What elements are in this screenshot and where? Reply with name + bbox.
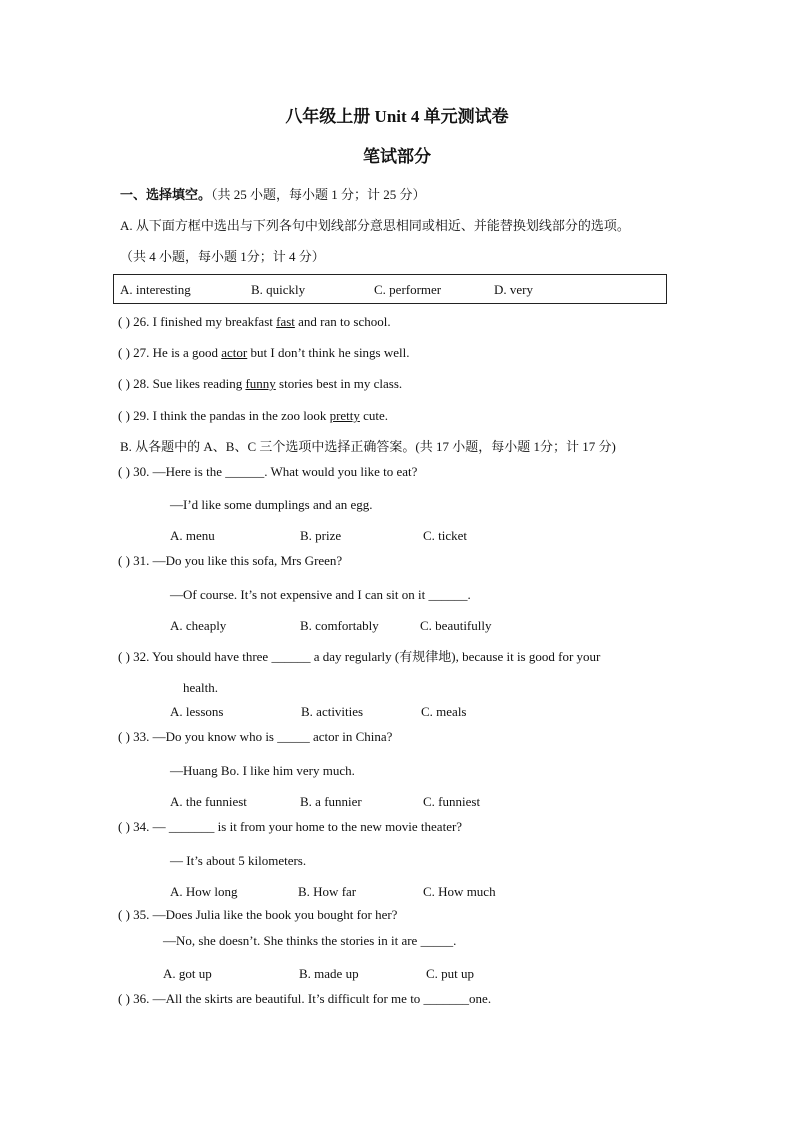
question-30: ( ) 30. —Here is the ______. What would you like to eat? <box>118 464 418 479</box>
q30-answer-line: —I’d like some dumplings and an egg. <box>170 497 373 512</box>
q34-option-b: B. How far <box>298 884 357 899</box>
question-35: ( ) 35. —Does Julia like the book you bought for her? <box>118 907 398 922</box>
section1-label: 一、选择填空。 <box>120 187 212 202</box>
q29-rest: cute. <box>359 408 389 423</box>
question-28 <box>118 375 402 393</box>
q35-option-b: B. made up <box>299 966 359 981</box>
question-26 <box>118 313 391 331</box>
q31-answer-line: —Of course. It’s not expensive and I can sit on it ______. <box>170 587 471 602</box>
partB-instruction: B. 从各题中的 A、B、C 三个选项中选择正确答案。(共 17 小题，每小题 1分；计 17 分) <box>120 439 616 454</box>
q27-underlined: actor <box>221 345 248 360</box>
q26-underlined: fast <box>276 314 295 329</box>
partA-instruction: A. 从下面方框中选出与下列各句中划线部分意思相同或相近、并能替换划线部分的选项。 <box>120 218 630 233</box>
question-34: ( ) 34. — _______ is it from your home to the new movie theater? <box>118 819 463 834</box>
q33-answer-line: —Huang Bo. I like him very much. <box>170 763 355 778</box>
q32-option-a: A. lessons <box>170 704 224 719</box>
q33-option-a: A. the funniest <box>170 794 247 809</box>
q27-rest: but I don’t think he sings well. <box>247 345 410 360</box>
question-32: ( ) 32. You should have three ______ a day regularly (有规律地), because it is good for your <box>118 649 601 664</box>
q31-option-b: B. comfortably <box>300 618 379 633</box>
q34-option-a: A. How long <box>170 884 238 899</box>
question-36: ( ) 36. —All the skirts are beautiful. It’s difficult for me to _______one. <box>118 991 492 1006</box>
q27-text: ( ) 27. He is a good <box>118 345 222 360</box>
box-option-a: A. interesting <box>120 282 191 297</box>
q35-answer-line: —No, she doesn’t. She thinks the stories in it are _____. <box>163 933 457 948</box>
q31-option-a: A. cheaply <box>170 618 227 633</box>
q26-text: ( ) 26. I finished my breakfast <box>118 314 277 329</box>
q33-option-c: C. funniest <box>423 794 481 809</box>
section1-heading <box>120 186 426 204</box>
q32-option-b: B. activities <box>301 704 364 719</box>
q32-option-c: C. meals <box>421 704 467 719</box>
option-box <box>113 274 667 304</box>
q31-option-c: C. beautifully <box>420 618 492 633</box>
section1-note: （共 25 小题，每小题 1 分；计 25 分） <box>211 187 426 202</box>
q30-option-c: C. ticket <box>423 528 468 543</box>
q29-underlined: pretty <box>329 408 360 423</box>
q32-continuation: health. <box>183 680 219 695</box>
q29-text: ( ) 29. I think the pandas in the zoo look <box>118 408 330 423</box>
box-option-d: D. very <box>494 282 533 297</box>
box-option-c: C. performer <box>374 282 442 297</box>
q26-rest: and ran to school. <box>294 314 391 329</box>
question-29 <box>118 407 388 425</box>
q34-answer-line: — It’s about 5 kilometers. <box>170 853 307 868</box>
section-title: 笔试部分 <box>363 147 431 166</box>
q34-option-c: C. How much <box>423 884 496 899</box>
q28-text: ( ) 28. Sue likes reading <box>118 376 246 391</box>
q33-option-b: B. a funnier <box>300 794 362 809</box>
box-option-b: B. quickly <box>251 282 306 297</box>
q35-option-a: A. got up <box>163 966 212 981</box>
question-31: ( ) 31. —Do you like this sofa, Mrs Green? <box>118 553 343 568</box>
q28-underlined: funny <box>245 376 276 391</box>
question-33: ( ) 33. —Do you know who is _____ actor in China? <box>118 729 393 744</box>
q30-option-b: B. prize <box>300 528 342 543</box>
q35-option-c: C. put up <box>426 966 475 981</box>
page-title: 八年级上册 Unit 4 单元测试卷 <box>285 107 509 126</box>
question-27 <box>118 344 410 362</box>
partA-note: （共 4 小题，每小题 1分；计 4 分） <box>120 249 325 264</box>
q30-option-a: A. menu <box>170 528 215 543</box>
q28-rest: stories best in my class. <box>275 376 403 391</box>
